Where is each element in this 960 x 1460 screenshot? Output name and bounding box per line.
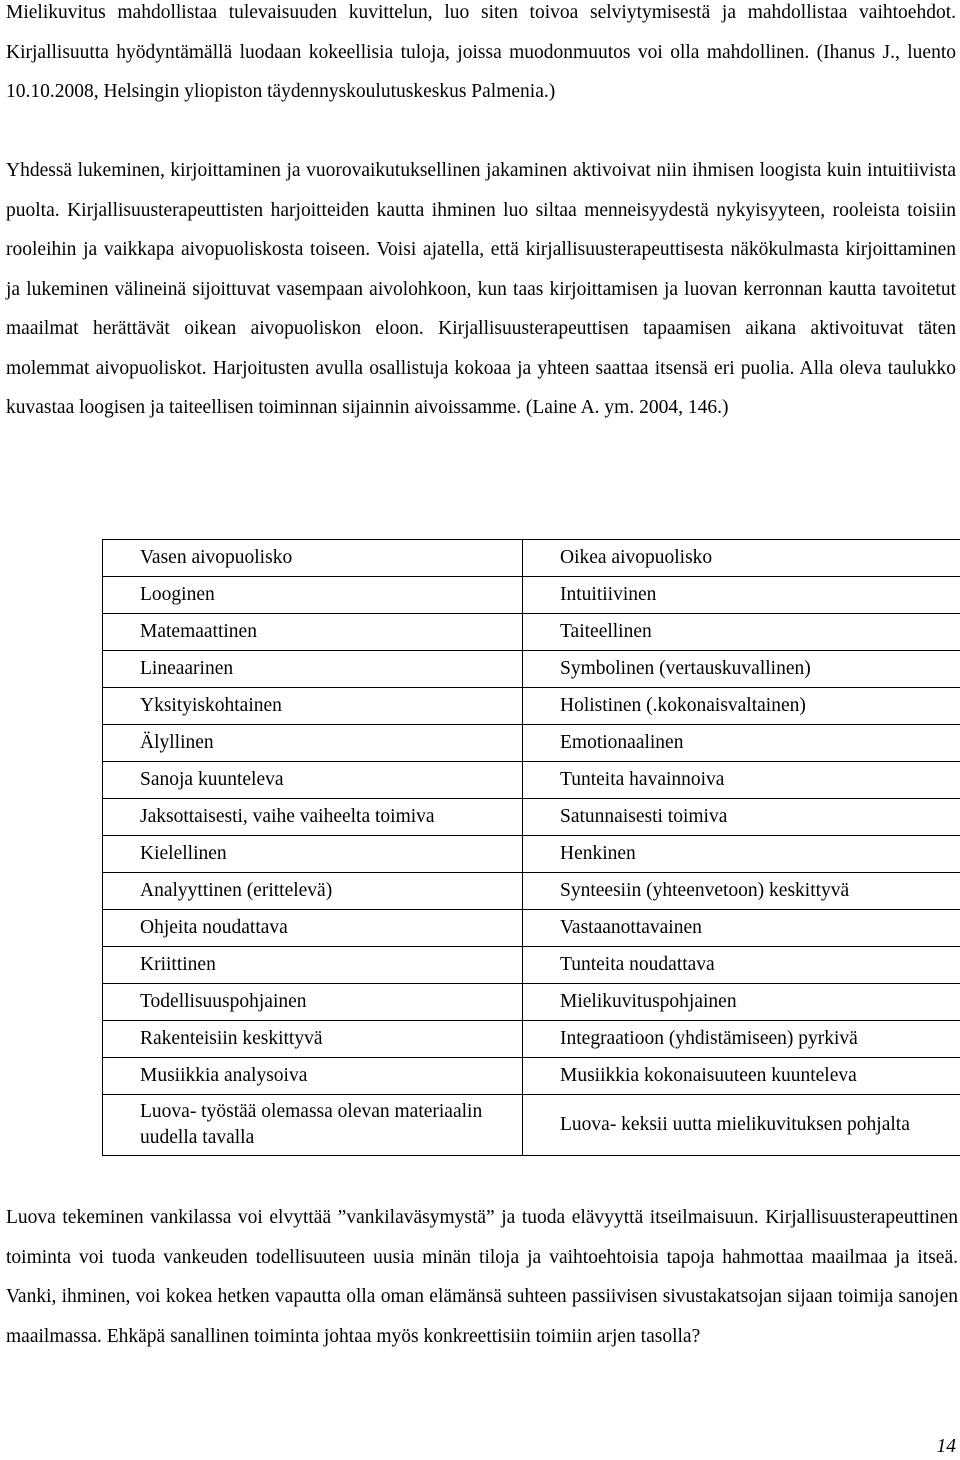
header-right: Oikea aivopuolisko bbox=[523, 540, 960, 577]
cell-right: Holistinen (.kokonaisvaltainen) bbox=[523, 688, 960, 725]
cell-right: Vastaanottavainen bbox=[523, 910, 960, 947]
cell-right: Intuitiivinen bbox=[523, 577, 960, 614]
cell-right: Integraatioon (yhdistämiseen) pyrkivä bbox=[523, 1021, 960, 1058]
header-left: Vasen aivopuolisko bbox=[103, 540, 523, 577]
table-row bbox=[103, 873, 960, 910]
table-row bbox=[103, 910, 960, 947]
table-row bbox=[103, 651, 960, 688]
paragraph-reading-writing: Yhdessä lukeminen, kirjoittaminen ja vuorovaikutuksellinen jakaminen aktivoivat niin ihmisen loogista kuin intuitiivista puolta. Kirjallisuusterapeuttisten harjoitteiden kautta ihminen luo siltaa menneisyydestä nykyisyyteen, rooleista toisiin rooleihin ja vaikkapa aivopuoliskosta toiseen. Voisi ajatella, että kirjallisuusterapeuttisesta näkökulmasta kirjoittaminen ja lukeminen välineinä sijoittuvat vasempaan aivolohkoon, kun taas kirjoittamisen ja luovan kerronnan kautta tavoitetut maailmat herättävät oikean aivopuoliskon eloon. Kirjallisuusterapeuttisen tapaamisen aikana aktivoituvat täten molemmat aivopuoliskot. Harjoitusten avulla osallistuja kokoaa ja yhteen saattaa itsensä eri puolia. Alla oleva taulukko kuvastaa loogisen ja taiteellisen toiminnan sijainnin aivoissamme. (Laine A. ym. 2004, 146.) bbox=[6, 160, 956, 418]
table-row bbox=[103, 984, 960, 1021]
table-row bbox=[103, 577, 960, 614]
cell-right: Taiteellinen bbox=[523, 614, 960, 651]
table-row bbox=[103, 762, 960, 799]
cell-right: Synteesiin (yhteenvetoon) keskittyvä bbox=[523, 873, 960, 910]
cell-left: Musiikkia analysoiva bbox=[103, 1058, 523, 1095]
table-row bbox=[103, 725, 960, 762]
cell-left: Luova- työstää olemassa olevan materiaalin uudella tavalla bbox=[103, 1095, 523, 1156]
cell-right: Emotionaalinen bbox=[523, 725, 960, 762]
cell-right: Tunteita noudattava bbox=[523, 947, 960, 984]
cell-left: Lineaarinen bbox=[103, 651, 523, 688]
cell-left: Todellisuuspohjainen bbox=[103, 984, 523, 1021]
cell-left: Analyyttinen (erittelevä) bbox=[103, 873, 523, 910]
hemisphere-table bbox=[102, 539, 960, 1156]
cell-left: Yksityiskohtainen bbox=[103, 688, 523, 725]
cell-right: Tunteita havainnoiva bbox=[523, 762, 960, 799]
cell-left: Ohjeita noudattava bbox=[103, 910, 523, 947]
cell-right: Henkinen bbox=[523, 836, 960, 873]
table-row bbox=[103, 1095, 960, 1156]
cell-right: Satunnaisesti toimiva bbox=[523, 799, 960, 836]
table-row bbox=[103, 1058, 960, 1095]
cell-left: Sanoja kuunteleva bbox=[103, 762, 523, 799]
table-row bbox=[103, 1021, 960, 1058]
page-number: 14 bbox=[936, 1436, 956, 1457]
cell-left: Looginen bbox=[103, 577, 523, 614]
cell-left: Kriittinen bbox=[103, 947, 523, 984]
table-header-row bbox=[103, 540, 960, 577]
cell-right: Luova- keksii uutta mielikuvituksen pohjalta bbox=[523, 1095, 960, 1156]
cell-right: Musiikkia kokonaisuuteen kuunteleva bbox=[523, 1058, 960, 1095]
table-row bbox=[103, 799, 960, 836]
paragraph-prison-creativity: Luova tekeminen vankilassa voi elvyttää ”vankilaväsymystä” ja tuoda elävyyttä itseilmaisuun. Kirjallisuusterapeuttinen toiminta voi tuoda vankeuden todellisuuteen uusia minän tiloja ja vaihtoehtoisia tapoja hahmottaa maailmaa ja itseä. Vanki, ihminen, voi kokea hetken vapautta olla oman elämänsä suhteen passiivisen sivustakatsojan sijaan toimija sanojen maailmassa. Ehkäpä sanallinen toiminta johtaa myös konkreettisiin toimiin arjen tasolla? bbox=[6, 1207, 958, 1347]
cell-left: Kielellinen bbox=[103, 836, 523, 873]
cell-right: Mielikuvituspohjainen bbox=[523, 984, 960, 1021]
paragraph-imagination: Mielikuvitus mahdollistaa tulevaisuuden kuvittelun, luo siten toivoa selviytymisestä ja mahdollistaa vaihtoehdot. Kirjallisuutta hyödyntämällä luodaan kokeellisia tuloja, joissa muodonmuutos voi olla mahdollinen. (Ihanus J., luento 10.10.2008, Helsingin yliopiston täydennyskoulutuskeskus Palmenia.) bbox=[6, 2, 956, 102]
cell-left: Matemaattinen bbox=[103, 614, 523, 651]
table-row bbox=[103, 614, 960, 651]
cell-left: Rakenteisiin keskittyvä bbox=[103, 1021, 523, 1058]
cell-right: Symbolinen (vertauskuvallinen) bbox=[523, 651, 960, 688]
cell-left: Älyllinen bbox=[103, 725, 523, 762]
cell-left: Jaksottaisesti, vaihe vaiheelta toimiva bbox=[103, 799, 523, 836]
table-row bbox=[103, 688, 960, 725]
table-row bbox=[103, 836, 960, 873]
table-row bbox=[103, 947, 960, 984]
